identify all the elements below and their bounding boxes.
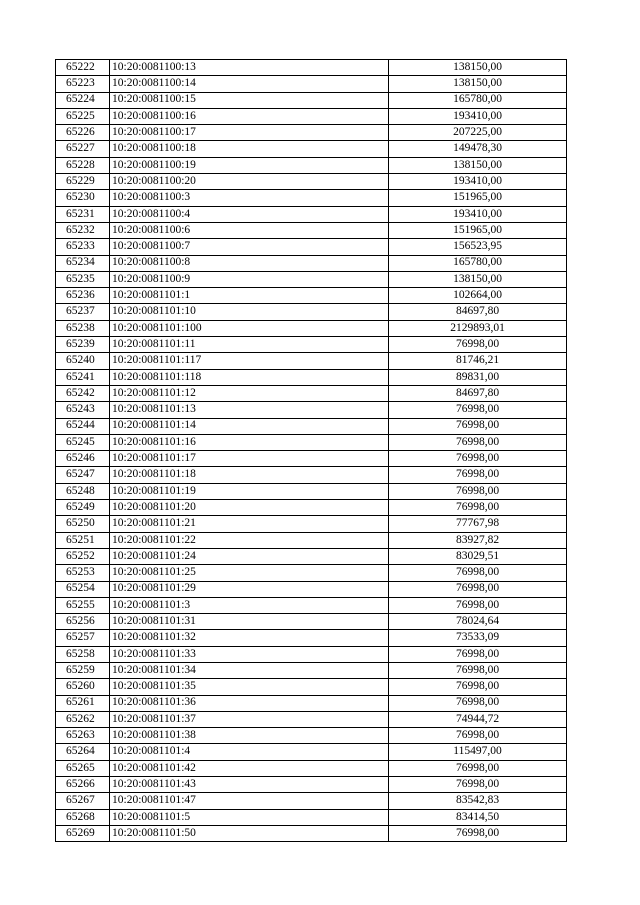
row-number-cell: 65246 — [56, 451, 110, 467]
cadastral-number-cell: 10:20:0081101:5 — [110, 809, 389, 825]
row-number-cell: 65240 — [56, 353, 110, 369]
cadastral-number-cell: 10:20:0081101:31 — [110, 614, 389, 630]
table-row — [56, 565, 567, 581]
cadastral-number-cell: 10:20:0081100:20 — [110, 174, 389, 190]
table-row — [56, 630, 567, 646]
cadastral-number-cell: 10:20:0081101:12 — [110, 385, 389, 401]
row-number-cell: 65262 — [56, 711, 110, 727]
value-cell: 115497,00 — [389, 744, 567, 760]
cadastral-number-cell: 10:20:0081100:13 — [110, 60, 389, 76]
value-cell: 76998,00 — [389, 483, 567, 499]
value-cell: 149478,30 — [389, 141, 567, 157]
row-number-cell: 65225 — [56, 108, 110, 124]
cadastral-number-cell: 10:20:0081100:16 — [110, 108, 389, 124]
table-row — [56, 711, 567, 727]
value-cell: 138150,00 — [389, 60, 567, 76]
cadastral-number-cell: 10:20:0081101:50 — [110, 825, 389, 841]
value-cell: 84697,80 — [389, 385, 567, 401]
table-row — [56, 125, 567, 141]
cadastral-number-cell: 10:20:0081100:15 — [110, 92, 389, 108]
value-cell: 83542,83 — [389, 793, 567, 809]
cadastral-number-cell: 10:20:0081100:4 — [110, 206, 389, 222]
row-number-cell: 65263 — [56, 728, 110, 744]
row-number-cell: 65249 — [56, 500, 110, 516]
table-row — [56, 255, 567, 271]
row-number-cell: 65242 — [56, 385, 110, 401]
table-row — [56, 418, 567, 434]
row-number-cell: 65224 — [56, 92, 110, 108]
value-cell: 76998,00 — [389, 695, 567, 711]
value-cell: 76998,00 — [389, 679, 567, 695]
cadastral-number-cell: 10:20:0081101:18 — [110, 467, 389, 483]
row-number-cell: 65222 — [56, 60, 110, 76]
cadastral-number-cell: 10:20:0081101:47 — [110, 793, 389, 809]
value-cell: 83029,51 — [389, 548, 567, 564]
cadastral-number-cell: 10:20:0081101:34 — [110, 662, 389, 678]
table-row — [56, 239, 567, 255]
value-cell: 76998,00 — [389, 777, 567, 793]
cadastral-number-cell: 10:20:0081101:13 — [110, 402, 389, 418]
value-cell: 76998,00 — [389, 565, 567, 581]
table-row — [56, 825, 567, 841]
row-number-cell: 65256 — [56, 614, 110, 630]
cadastral-number-cell: 10:20:0081101:37 — [110, 711, 389, 727]
value-cell: 77767,98 — [389, 516, 567, 532]
row-number-cell: 65227 — [56, 141, 110, 157]
value-cell: 193410,00 — [389, 108, 567, 124]
cadastral-number-cell: 10:20:0081101:118 — [110, 369, 389, 385]
cadastral-number-cell: 10:20:0081101:35 — [110, 679, 389, 695]
cadastral-number-cell: 10:20:0081101:117 — [110, 353, 389, 369]
row-number-cell: 65237 — [56, 304, 110, 320]
row-number-cell: 65238 — [56, 320, 110, 336]
cadastral-number-cell: 10:20:0081100:8 — [110, 255, 389, 271]
table-row — [56, 141, 567, 157]
value-cell: 78024,64 — [389, 614, 567, 630]
cadastral-number-cell: 10:20:0081101:1 — [110, 288, 389, 304]
cadastral-number-cell: 10:20:0081101:43 — [110, 777, 389, 793]
table-row — [56, 516, 567, 532]
row-number-cell: 65223 — [56, 76, 110, 92]
table-row — [56, 271, 567, 287]
table-body — [56, 60, 567, 842]
row-number-cell: 65265 — [56, 760, 110, 776]
value-cell: 193410,00 — [389, 206, 567, 222]
table-row — [56, 174, 567, 190]
cadastral-number-cell: 10:20:0081100:19 — [110, 157, 389, 173]
table-row — [56, 337, 567, 353]
table-row — [56, 695, 567, 711]
row-number-cell: 65233 — [56, 239, 110, 255]
cadastral-number-cell: 10:20:0081100:7 — [110, 239, 389, 255]
table-row — [56, 809, 567, 825]
table-row — [56, 60, 567, 76]
row-number-cell: 65267 — [56, 793, 110, 809]
cadastral-number-cell: 10:20:0081101:10 — [110, 304, 389, 320]
cadastral-number-cell: 10:20:0081101:24 — [110, 548, 389, 564]
cadastral-number-cell: 10:20:0081101:42 — [110, 760, 389, 776]
row-number-cell: 65243 — [56, 402, 110, 418]
row-number-cell: 65245 — [56, 434, 110, 450]
table-row — [56, 353, 567, 369]
table-row — [56, 744, 567, 760]
value-cell: 76998,00 — [389, 402, 567, 418]
table-row — [56, 157, 567, 173]
value-cell: 76998,00 — [389, 337, 567, 353]
table-row — [56, 614, 567, 630]
value-cell: 76998,00 — [389, 662, 567, 678]
value-cell: 102664,00 — [389, 288, 567, 304]
cadastral-number-cell: 10:20:0081100:9 — [110, 271, 389, 287]
table-row — [56, 793, 567, 809]
value-cell: 151965,00 — [389, 190, 567, 206]
table-row — [56, 76, 567, 92]
table-row — [56, 662, 567, 678]
row-number-cell: 65244 — [56, 418, 110, 434]
value-cell: 76998,00 — [389, 728, 567, 744]
row-number-cell: 65228 — [56, 157, 110, 173]
value-cell: 89831,00 — [389, 369, 567, 385]
cadastral-number-cell: 10:20:0081100:18 — [110, 141, 389, 157]
value-cell: 76998,00 — [389, 581, 567, 597]
table-row — [56, 500, 567, 516]
cadastral-number-cell: 10:20:0081101:17 — [110, 451, 389, 467]
cadastral-number-cell: 10:20:0081100:17 — [110, 125, 389, 141]
row-number-cell: 65254 — [56, 581, 110, 597]
value-cell: 2129893,01 — [389, 320, 567, 336]
row-number-cell: 65239 — [56, 337, 110, 353]
value-cell: 138150,00 — [389, 157, 567, 173]
value-cell: 207225,00 — [389, 125, 567, 141]
cadastral-number-cell: 10:20:0081101:100 — [110, 320, 389, 336]
table-row — [56, 320, 567, 336]
row-number-cell: 65229 — [56, 174, 110, 190]
cadastral-number-cell: 10:20:0081101:38 — [110, 728, 389, 744]
cadastral-number-cell: 10:20:0081101:25 — [110, 565, 389, 581]
table-row — [56, 385, 567, 401]
row-number-cell: 65251 — [56, 532, 110, 548]
row-number-cell: 65234 — [56, 255, 110, 271]
table-row — [56, 304, 567, 320]
cadastral-number-cell: 10:20:0081101:29 — [110, 581, 389, 597]
row-number-cell: 65269 — [56, 825, 110, 841]
cadastral-number-cell: 10:20:0081101:22 — [110, 532, 389, 548]
table-row — [56, 467, 567, 483]
value-cell: 81746,21 — [389, 353, 567, 369]
cadastral-number-cell: 10:20:0081101:32 — [110, 630, 389, 646]
row-number-cell: 65250 — [56, 516, 110, 532]
value-cell: 76998,00 — [389, 500, 567, 516]
row-number-cell: 65231 — [56, 206, 110, 222]
table-row — [56, 532, 567, 548]
cadastral-value-table — [55, 59, 567, 842]
value-cell: 156523,95 — [389, 239, 567, 255]
row-number-cell: 65235 — [56, 271, 110, 287]
cadastral-number-cell: 10:20:0081101:20 — [110, 500, 389, 516]
value-cell: 165780,00 — [389, 255, 567, 271]
value-cell: 83927,82 — [389, 532, 567, 548]
row-number-cell: 65255 — [56, 597, 110, 613]
row-number-cell: 65260 — [56, 679, 110, 695]
row-number-cell: 65226 — [56, 125, 110, 141]
cadastral-number-cell: 10:20:0081101:4 — [110, 744, 389, 760]
table-row — [56, 451, 567, 467]
value-cell: 84697,80 — [389, 304, 567, 320]
row-number-cell: 65259 — [56, 662, 110, 678]
value-cell: 76998,00 — [389, 434, 567, 450]
table-row — [56, 483, 567, 499]
cadastral-number-cell: 10:20:0081101:19 — [110, 483, 389, 499]
cadastral-number-cell: 10:20:0081101:3 — [110, 597, 389, 613]
row-number-cell: 65232 — [56, 222, 110, 238]
table-row — [56, 646, 567, 662]
row-number-cell: 65247 — [56, 467, 110, 483]
row-number-cell: 65230 — [56, 190, 110, 206]
table-row — [56, 222, 567, 238]
table-row — [56, 369, 567, 385]
value-cell: 165780,00 — [389, 92, 567, 108]
table-row — [56, 190, 567, 206]
cadastral-number-cell: 10:20:0081100:6 — [110, 222, 389, 238]
cadastral-number-cell: 10:20:0081101:21 — [110, 516, 389, 532]
row-number-cell: 65253 — [56, 565, 110, 581]
row-number-cell: 65264 — [56, 744, 110, 760]
value-cell: 76998,00 — [389, 418, 567, 434]
row-number-cell: 65236 — [56, 288, 110, 304]
cadastral-number-cell: 10:20:0081101:36 — [110, 695, 389, 711]
value-cell: 73533,09 — [389, 630, 567, 646]
value-cell: 151965,00 — [389, 222, 567, 238]
value-cell: 76998,00 — [389, 825, 567, 841]
table-row — [56, 434, 567, 450]
table-row — [56, 597, 567, 613]
table-row — [56, 679, 567, 695]
value-cell: 138150,00 — [389, 271, 567, 287]
cadastral-number-cell: 10:20:0081101:33 — [110, 646, 389, 662]
row-number-cell: 65252 — [56, 548, 110, 564]
value-cell: 74944,72 — [389, 711, 567, 727]
cadastral-number-cell: 10:20:0081101:14 — [110, 418, 389, 434]
table-row — [56, 548, 567, 564]
value-cell: 76998,00 — [389, 760, 567, 776]
value-cell: 138150,00 — [389, 76, 567, 92]
row-number-cell: 65261 — [56, 695, 110, 711]
table-row — [56, 402, 567, 418]
cadastral-number-cell: 10:20:0081100:14 — [110, 76, 389, 92]
value-cell: 76998,00 — [389, 451, 567, 467]
cadastral-number-cell: 10:20:0081101:11 — [110, 337, 389, 353]
table-row — [56, 777, 567, 793]
row-number-cell: 65268 — [56, 809, 110, 825]
value-cell: 83414,50 — [389, 809, 567, 825]
value-cell: 76998,00 — [389, 467, 567, 483]
value-cell: 193410,00 — [389, 174, 567, 190]
row-number-cell: 65241 — [56, 369, 110, 385]
table-row — [56, 728, 567, 744]
table-row — [56, 760, 567, 776]
table-row — [56, 581, 567, 597]
row-number-cell: 65266 — [56, 777, 110, 793]
value-cell: 76998,00 — [389, 646, 567, 662]
table-row — [56, 206, 567, 222]
row-number-cell: 65258 — [56, 646, 110, 662]
table-row — [56, 288, 567, 304]
cadastral-number-cell: 10:20:0081101:16 — [110, 434, 389, 450]
cadastral-number-cell: 10:20:0081100:3 — [110, 190, 389, 206]
row-number-cell: 65248 — [56, 483, 110, 499]
table-row — [56, 108, 567, 124]
row-number-cell: 65257 — [56, 630, 110, 646]
value-cell: 76998,00 — [389, 597, 567, 613]
table-row — [56, 92, 567, 108]
